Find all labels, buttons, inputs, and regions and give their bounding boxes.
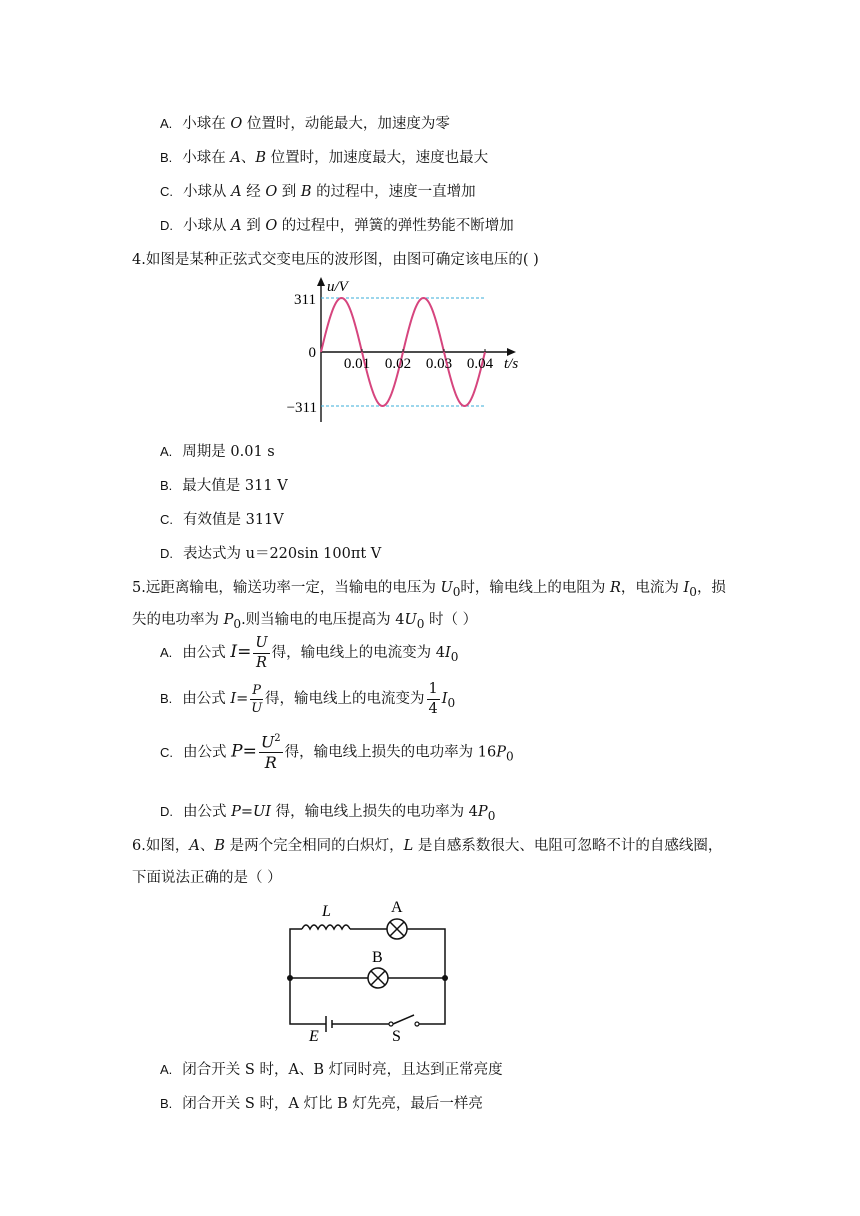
fraction-u2-over-r: $\frac{U^2}{R}$	[260, 732, 281, 773]
q3-option-b: B. 小球在 A、B 位置时，加速度最大，速度也最大	[160, 150, 489, 166]
junction-left	[287, 975, 293, 981]
q5-option-b: B. 由公式 I= $\frac{P}{U}$ 得，输电线上的电流变为 $\frac{1}{4}$ $I_0$	[160, 681, 456, 717]
fraction-p-over-u: $\frac{P}{U}$	[251, 682, 263, 716]
q6-option-a: A. 闭合开关 S 时，A、B 灯同时亮，且达到正常亮度	[160, 1062, 503, 1078]
q4-option-c: C. 有效值是 311V	[160, 512, 284, 528]
x-tick-label: 0.02	[384, 356, 412, 372]
q6-option-b: B. 闭合开关 S 时，A 灯比 B 灯先亮，最后一样亮	[160, 1096, 483, 1112]
x-axis-label: t/s	[504, 356, 519, 372]
y-axis-arrow	[317, 277, 325, 286]
option-label: D.	[160, 218, 173, 233]
inductor-coil	[302, 925, 350, 929]
option-label: C.	[160, 184, 173, 199]
battery	[326, 1016, 332, 1032]
y-tick-min: −311	[286, 400, 317, 416]
q4-option-a: A. 周期是 0.01 s	[160, 444, 275, 460]
y-tick-max: 311	[294, 292, 316, 308]
q3-option-a: A. 小球在 O 位置时，动能最大，加速度为零	[160, 116, 450, 132]
q5-option-a: A. 由公式 I= $\frac{U}{R}$ 得，输电线上的电流变为 $4I_0$	[160, 635, 459, 671]
label-s: S	[392, 1028, 401, 1045]
y-tick-zero: 0	[308, 345, 316, 361]
q5-stem-line2: 失的电功率为 $P_0$.则当输电的电压提高为 $4U_0$ 时（ ）	[132, 612, 478, 631]
q4-stem: 4.如图是某种正弦式交变电压的波形图，由图可确定该电压的( )	[132, 252, 539, 268]
x-tick-label: 0.03	[425, 356, 453, 372]
label-l: L	[322, 903, 331, 920]
junction-right	[442, 975, 448, 981]
q5-option-c: C. 由公式 P= $\frac{U^2}{R}$ 得，输电线上损失的电功率为 $16P_0$	[160, 732, 514, 773]
q3-option-d: D. 小球从 A 到 O 的过程中，弹簧的弹性势能不断增加	[160, 218, 514, 234]
fraction-u-over-r: $\frac{U}{R}$	[255, 635, 268, 671]
q3-option-c: C. 小球从 A 经 O 到 B 的过程中，速度一直增加	[160, 184, 476, 200]
x-tick-label: 0.04	[466, 356, 494, 372]
label-a: A	[391, 899, 403, 916]
fraction-one-quarter: $\frac{1}{4}$	[428, 681, 438, 717]
option-label: B.	[160, 150, 173, 165]
y-axis-label: u/V	[327, 279, 348, 295]
waveform-chart	[286, 276, 530, 426]
circuit-diagram	[280, 894, 460, 1044]
q6-stem-line2: 下面说法正确的是（ ）	[132, 870, 282, 886]
label-e: E	[309, 1028, 319, 1045]
q5-stem-line1: 5.远距离输电，输送功率一定，当输电的电压为 $U_0$时，输电线上的电阻为 R，电流为 $I_0$，损	[132, 580, 726, 599]
x-axis-arrow	[507, 348, 516, 356]
q6-stem-line1: 6.如图，A、B 是两个完全相同的白炽灯，L 是自感系数很大、电阻可忽略不计的自感线圈，	[132, 838, 723, 854]
q5-option-d: D. 由公式 P=UI 得，输电线上损失的电功率为 $4P_0$	[160, 804, 496, 823]
q4-option-b: B. 最大值是 311 V	[160, 478, 288, 494]
label-b: B	[372, 949, 383, 966]
switch-s	[393, 1015, 414, 1024]
x-tick-label: 0.01	[343, 356, 371, 372]
option-label: A.	[160, 116, 173, 131]
q4-option-d: D. 表达式为 u＝220sin 100πt V	[160, 546, 382, 562]
